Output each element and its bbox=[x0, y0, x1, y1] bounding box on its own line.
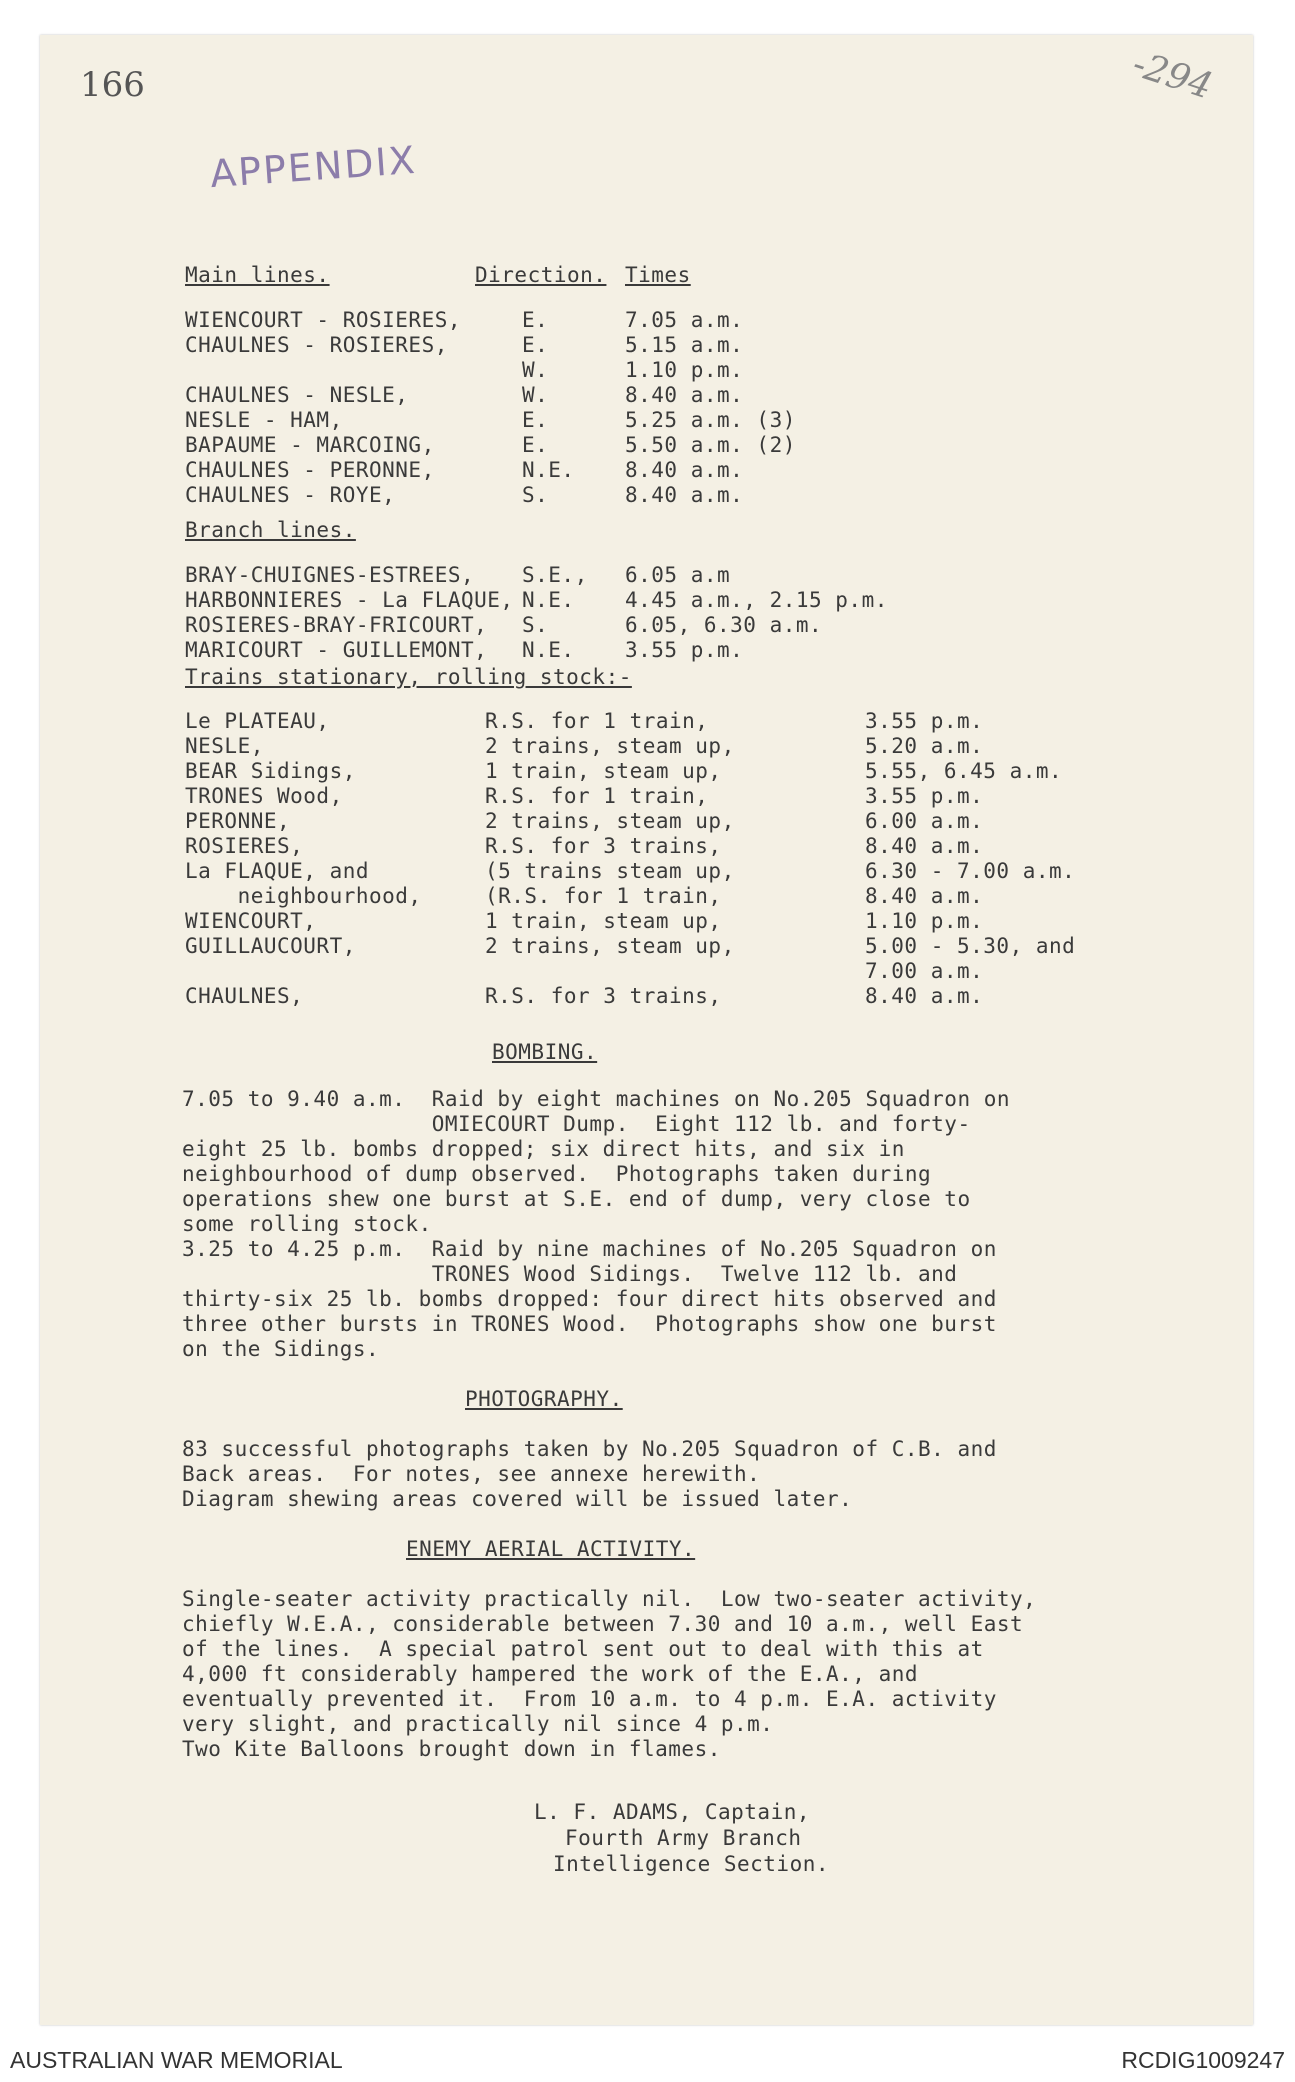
enemy-activity-line: eventually prevented it. From 10 a.m. to 4 p.m. E.A. activity bbox=[182, 1687, 997, 1711]
stationary-place: CHAULNES, bbox=[185, 984, 304, 1008]
stationary-time: 3.55 p.m. bbox=[865, 784, 984, 808]
document-page bbox=[40, 35, 1253, 2025]
branch-line-name: MARICOURT - GUILLEMONT, bbox=[185, 638, 488, 662]
main-line-time: 7.05 a.m. bbox=[625, 308, 744, 332]
enemy-activity-line: very slight, and practically nil since 4 p.m. bbox=[182, 1712, 774, 1736]
stationary-time: 8.40 a.m. bbox=[865, 834, 984, 858]
times-header: Times bbox=[625, 263, 691, 287]
branch-line-name: ROSIERES-BRAY-FRICOURT, bbox=[185, 613, 488, 637]
bombing-line: three other bursts in TRONES Wood. Photographs show one burst bbox=[182, 1312, 997, 1336]
main-line-direction: N.E. bbox=[522, 458, 575, 482]
bombing-line: eight 25 lb. bombs dropped; six direct hits, and six in bbox=[182, 1137, 905, 1161]
stationary-time: 7.00 a.m. bbox=[865, 959, 984, 983]
main-line-direction: E. bbox=[522, 408, 549, 432]
main-line-direction: S. bbox=[522, 483, 549, 507]
branch-line-direction: N.E. bbox=[522, 638, 575, 662]
bombing-line: TRONES Wood Sidings. Twelve 112 lb. and bbox=[182, 1262, 958, 1286]
footer-archive-name: AUSTRALIAN WAR MEMORIAL bbox=[10, 2047, 343, 2073]
bombing-line: OMIECOURT Dump. Eight 112 lb. and forty- bbox=[182, 1112, 971, 1136]
main-line-name: CHAULNES - PERONNE, bbox=[185, 458, 435, 482]
stationary-place: PERONNE, bbox=[185, 809, 291, 833]
stationary-place: Le PLATEAU, bbox=[185, 709, 330, 733]
photography-line: Back areas. For notes, see annexe herewith. bbox=[182, 1462, 761, 1486]
stationary-detail: 2 trains, steam up, bbox=[485, 934, 735, 958]
bombing-line: some rolling stock. bbox=[182, 1212, 432, 1236]
stationary-time: 5.55, 6.45 a.m. bbox=[865, 759, 1063, 783]
stationary-detail: (5 trains steam up, bbox=[485, 859, 735, 883]
photography-body bbox=[182, 1437, 1182, 1512]
branch-line-direction: N.E. bbox=[522, 588, 575, 612]
main-line-name: BAPAUME - MARCOING, bbox=[185, 433, 435, 457]
footer-record-id: RCDIG1009247 bbox=[1121, 2047, 1285, 2073]
photography-line: 83 successful photographs taken by No.205 Squadron of C.B. and bbox=[182, 1437, 997, 1461]
bombing-line: neighbourhood of dump observed. Photographs taken during bbox=[182, 1162, 932, 1186]
bombing-line: thirty-six 25 lb. bombs dropped: four direct hits observed and bbox=[182, 1287, 997, 1311]
main-line-direction: W. bbox=[522, 383, 549, 407]
branch-line-direction: S.E., bbox=[522, 563, 588, 587]
signature-section: Intelligence Section. bbox=[553, 1852, 830, 1876]
branch-lines-header: Branch lines. bbox=[185, 518, 356, 542]
stationary-detail: R.S. for 1 train, bbox=[485, 784, 709, 808]
stationary-detail: 1 train, steam up, bbox=[485, 909, 722, 933]
bombing-line: 7.05 to 9.40 a.m. Raid by eight machines on No.205 Squadron on bbox=[182, 1087, 1011, 1111]
stationary-time: 6.30 - 7.00 a.m. bbox=[865, 859, 1076, 883]
branch-line-time: 4.45 a.m., 2.15 p.m. bbox=[625, 588, 888, 612]
enemy-activity-heading: ENEMY AERIAL ACTIVITY. bbox=[406, 1537, 696, 1561]
page-number: 166 bbox=[80, 65, 145, 105]
stationary-place: ROSIERES, bbox=[185, 834, 304, 858]
enemy-activity-line: chiefly W.E.A., considerable between 7.30 and 10 a.m., well East bbox=[182, 1612, 1024, 1636]
main-line-time: 5.15 a.m. bbox=[625, 333, 744, 357]
photography-heading: PHOTOGRAPHY. bbox=[465, 1387, 623, 1411]
main-line-time: 8.40 a.m. bbox=[625, 458, 744, 482]
main-line-name: CHAULNES - NESLE, bbox=[185, 383, 409, 407]
stationary-detail: (R.S. for 1 train, bbox=[485, 884, 722, 908]
main-line-name: WIENCOURT - ROSIERES, bbox=[185, 308, 462, 332]
bombing-heading: BOMBING. bbox=[492, 1040, 598, 1064]
appendix-stamp: APPENDIX bbox=[208, 137, 419, 197]
stationary-time: 1.10 p.m. bbox=[865, 909, 984, 933]
stationary-place: NESLE, bbox=[185, 734, 264, 758]
bombing-body bbox=[182, 1087, 1182, 1362]
branch-line-time: 3.55 p.m. bbox=[625, 638, 744, 662]
enemy-activity-line: 4,000 ft considerably hampered the work of the E.A., and bbox=[182, 1662, 919, 1686]
main-line-direction: E. bbox=[522, 308, 549, 332]
photography-line: Diagram shewing areas covered will be issued later. bbox=[182, 1487, 853, 1511]
stationary-detail: R.S. for 3 trains, bbox=[485, 834, 722, 858]
stationary-time: 6.00 a.m. bbox=[865, 809, 984, 833]
branch-line-direction: S. bbox=[522, 613, 549, 637]
branch-line-time: 6.05, 6.30 a.m. bbox=[625, 613, 823, 637]
stationary-place: TRONES Wood, bbox=[185, 784, 343, 808]
stationary-detail: R.S. for 3 trains, bbox=[485, 984, 722, 1008]
main-line-time: 5.50 a.m. (2) bbox=[625, 433, 796, 457]
main-line-direction: E. bbox=[522, 333, 549, 357]
main-line-time: 8.40 a.m. bbox=[625, 483, 744, 507]
stationary-time: 3.55 p.m. bbox=[865, 709, 984, 733]
enemy-activity-line: of the lines. A special patrol sent out to deal with this at bbox=[182, 1637, 984, 1661]
handwritten-folio-mark: -294 bbox=[1127, 43, 1218, 108]
main-line-name: NESLE - HAM, bbox=[185, 408, 343, 432]
stationary-detail: 2 trains, steam up, bbox=[485, 809, 735, 833]
main-line-time: 8.40 a.m. bbox=[625, 383, 744, 407]
main-line-direction: E. bbox=[522, 433, 549, 457]
direction-header: Direction. bbox=[475, 263, 607, 287]
branch-line-name: HARBONNIERES - La FLAQUE, bbox=[185, 588, 514, 612]
enemy-activity-line: Single-seater activity practically nil. Low two-seater activity, bbox=[182, 1587, 1037, 1611]
main-line-name: CHAULNES - ROSIERES, bbox=[185, 333, 448, 357]
enemy-activity-line: Two Kite Balloons brought down in flames. bbox=[182, 1737, 721, 1761]
stationary-time: 5.00 - 5.30, and bbox=[865, 934, 1076, 958]
stationary-place: neighbourhood, bbox=[185, 884, 422, 908]
main-line-time: 1.10 p.m. bbox=[625, 358, 744, 382]
stationary-header: Trains stationary, rolling stock:- bbox=[185, 665, 632, 689]
bombing-line: on the Sidings. bbox=[182, 1337, 380, 1361]
stationary-place: BEAR Sidings, bbox=[185, 759, 356, 783]
stationary-time: 5.20 a.m. bbox=[865, 734, 984, 758]
main-line-direction: W. bbox=[522, 358, 549, 382]
stationary-detail: R.S. for 1 train, bbox=[485, 709, 709, 733]
enemy-activity-body bbox=[182, 1587, 1182, 1762]
stationary-place: WIENCOURT, bbox=[185, 909, 317, 933]
main-line-name: CHAULNES - ROYE, bbox=[185, 483, 396, 507]
stationary-time: 8.40 a.m. bbox=[865, 884, 984, 908]
main-lines-header: Main lines. bbox=[185, 263, 330, 287]
signature-branch: Fourth Army Branch bbox=[565, 1826, 802, 1850]
branch-line-time: 6.05 a.m bbox=[625, 563, 731, 587]
stationary-time: 8.40 a.m. bbox=[865, 984, 984, 1008]
bombing-line: 3.25 to 4.25 p.m. Raid by nine machines of No.205 Squadron on bbox=[182, 1237, 997, 1261]
stationary-place: GUILLAUCOURT, bbox=[185, 934, 356, 958]
signature-name: L. F. ADAMS, Captain, bbox=[534, 1800, 811, 1824]
stationary-place: La FLAQUE, and bbox=[185, 859, 370, 883]
bombing-line: operations shew one burst at S.E. end of dump, very close to bbox=[182, 1187, 971, 1211]
main-line-time: 5.25 a.m. (3) bbox=[625, 408, 796, 432]
branch-line-name: BRAY-CHUIGNES-ESTREES, bbox=[185, 563, 475, 587]
stationary-detail: 1 train, steam up, bbox=[485, 759, 722, 783]
stationary-detail: 2 trains, steam up, bbox=[485, 734, 735, 758]
